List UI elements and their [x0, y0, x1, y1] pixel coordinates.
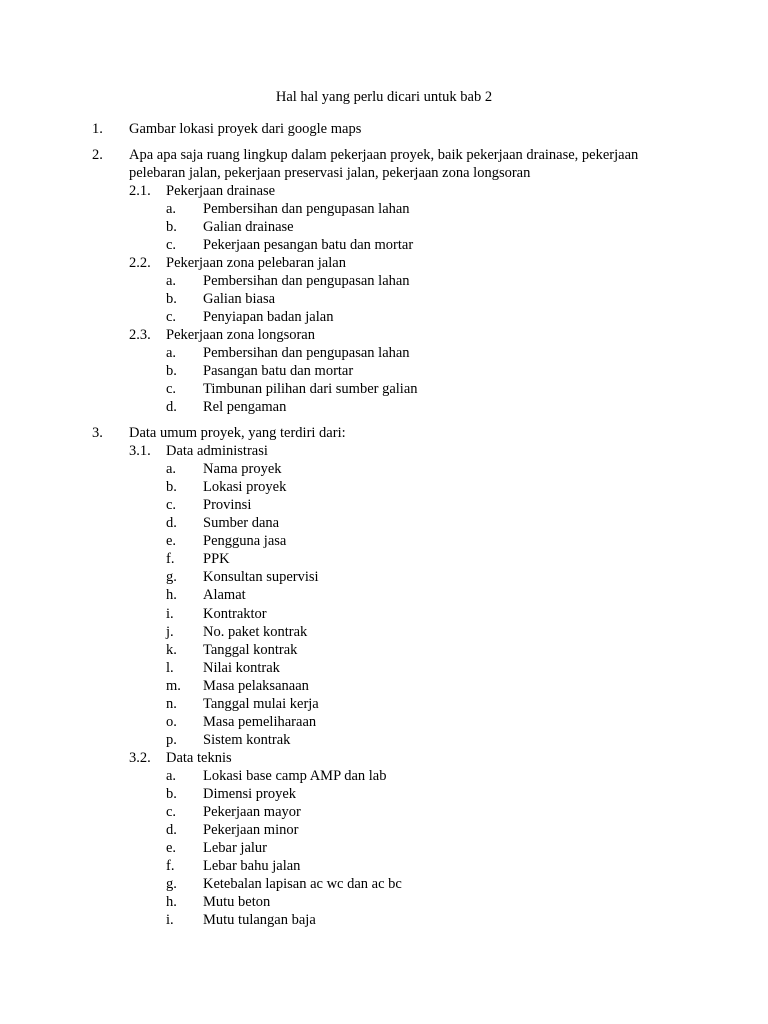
- entry-letter: f.: [166, 858, 175, 874]
- entry-text: Lokasi proyek: [203, 479, 287, 495]
- entry-letter: d.: [166, 822, 177, 838]
- document-title: Hal hal yang perlu dicari untuk bab 2: [275, 89, 493, 105]
- entry-text: Alamat: [203, 587, 246, 603]
- entry-text: Pengguna jasa: [203, 533, 287, 549]
- item-text: Apa apa saja ruang lingkup dalam pekerjaan proyek, baik pekerjaan drainase, pekerjaan pelebaran jalan, pekerjaan preservasi jalan, pekerjaan zona longsoran: [129, 147, 639, 181]
- entry-text: Pembersihan dan pengupasan lahan: [203, 345, 410, 361]
- entry-text: Penyiapan badan jalan: [203, 309, 334, 325]
- entry-letter: b.: [166, 363, 177, 379]
- sub-item-text: Pekerjaan drainase: [166, 183, 276, 199]
- entry-letter: c.: [166, 804, 177, 820]
- entry-letter: c.: [166, 497, 177, 513]
- entry-text: Nama proyek: [203, 461, 282, 477]
- entry-text: Lokasi base camp AMP dan lab: [203, 768, 387, 784]
- sub-item-text: Data administrasi: [166, 443, 268, 459]
- entry-text: Sistem kontrak: [203, 732, 291, 748]
- item-number: 2.: [92, 147, 103, 163]
- entry-text: Pekerjaan pesangan batu dan mortar: [203, 237, 414, 253]
- entry-text: Nilai kontrak: [203, 660, 280, 676]
- entry-text: Lebar jalur: [203, 840, 268, 856]
- entry-text: Galian drainase: [203, 219, 294, 235]
- entry-letter: h.: [166, 587, 177, 603]
- entry-letter: g.: [166, 569, 177, 585]
- entry-letter: f.: [166, 551, 175, 567]
- entry-letter: n.: [166, 696, 177, 712]
- entry-text: Lebar bahu jalan: [203, 858, 301, 874]
- entry-text: Ketebalan lapisan ac wc dan ac bc: [203, 876, 402, 892]
- entry-text: Mutu tulangan baja: [203, 912, 316, 928]
- entry-text: Konsultan supervisi: [203, 569, 319, 585]
- entry-letter: b.: [166, 786, 177, 802]
- entry-text: Pekerjaan mayor: [203, 804, 301, 820]
- entry-text: Pasangan batu dan mortar: [203, 363, 354, 379]
- entry-letter: d.: [166, 399, 177, 415]
- entry-letter: k.: [166, 642, 177, 658]
- entry-letter: b.: [166, 219, 177, 235]
- entry-text: Mutu beton: [203, 894, 271, 910]
- entry-letter: i.: [166, 606, 174, 622]
- sub-item-text: Pekerjaan zona pelebaran jalan: [166, 255, 346, 271]
- entry-text: Kontraktor: [203, 606, 267, 622]
- entry-letter: m.: [166, 678, 181, 694]
- item-number: 1.: [92, 121, 103, 137]
- item-text: Data umum proyek, yang terdiri dari:: [129, 425, 346, 441]
- sub-item-number: 3.1.: [129, 443, 151, 459]
- entry-text: Masa pelaksanaan: [203, 678, 309, 694]
- entry-letter: d.: [166, 515, 177, 531]
- entry-letter: a.: [166, 345, 177, 361]
- entry-letter: o.: [166, 714, 177, 730]
- entry-letter: h.: [166, 894, 177, 910]
- sub-item-number: 2.1.: [129, 183, 151, 199]
- entry-letter: a.: [166, 201, 177, 217]
- entry-text: Galian biasa: [203, 291, 276, 307]
- entry-text: PPK: [203, 551, 230, 567]
- entry-text: Pembersihan dan pengupasan lahan: [203, 201, 410, 217]
- entry-text: Dimensi proyek: [203, 786, 297, 802]
- entry-letter: a.: [166, 273, 177, 289]
- entry-letter: b.: [166, 479, 177, 495]
- entry-letter: l.: [166, 660, 174, 676]
- sub-item-text: Data teknis: [166, 750, 232, 766]
- entry-text: Timbunan pilihan dari sumber galian: [203, 381, 418, 397]
- entry-text: Rel pengaman: [203, 399, 287, 415]
- entry-text: No. paket kontrak: [203, 624, 308, 640]
- entry-letter: p.: [166, 732, 177, 748]
- entry-text: Tanggal mulai kerja: [203, 696, 319, 712]
- entry-letter: j.: [166, 624, 174, 640]
- entry-letter: e.: [166, 840, 177, 856]
- sub-item-number: 2.2.: [129, 255, 151, 271]
- entry-letter: a.: [166, 461, 177, 477]
- entry-letter: e.: [166, 533, 177, 549]
- entry-text: Provinsi: [203, 497, 252, 513]
- entry-letter: a.: [166, 768, 177, 784]
- entry-text: Pembersihan dan pengupasan lahan: [203, 273, 410, 289]
- entry-letter: c.: [166, 309, 177, 325]
- item-number: 3.: [92, 425, 103, 441]
- entry-text: Masa pemeliharaan: [203, 714, 317, 730]
- entry-text: Sumber dana: [203, 515, 280, 531]
- sub-item-number: 2.3.: [129, 327, 151, 343]
- entry-letter: i.: [166, 912, 174, 928]
- entry-letter: g.: [166, 876, 177, 892]
- entry-letter: c.: [166, 381, 177, 397]
- sub-item-text: Pekerjaan zona longsoran: [166, 327, 315, 343]
- entry-text: Pekerjaan minor: [203, 822, 299, 838]
- sub-item-number: 3.2.: [129, 750, 151, 766]
- entry-text: Tanggal kontrak: [203, 642, 298, 658]
- entry-letter: c.: [166, 237, 177, 253]
- item-text: Gambar lokasi proyek dari google maps: [129, 121, 362, 137]
- entry-letter: b.: [166, 291, 177, 307]
